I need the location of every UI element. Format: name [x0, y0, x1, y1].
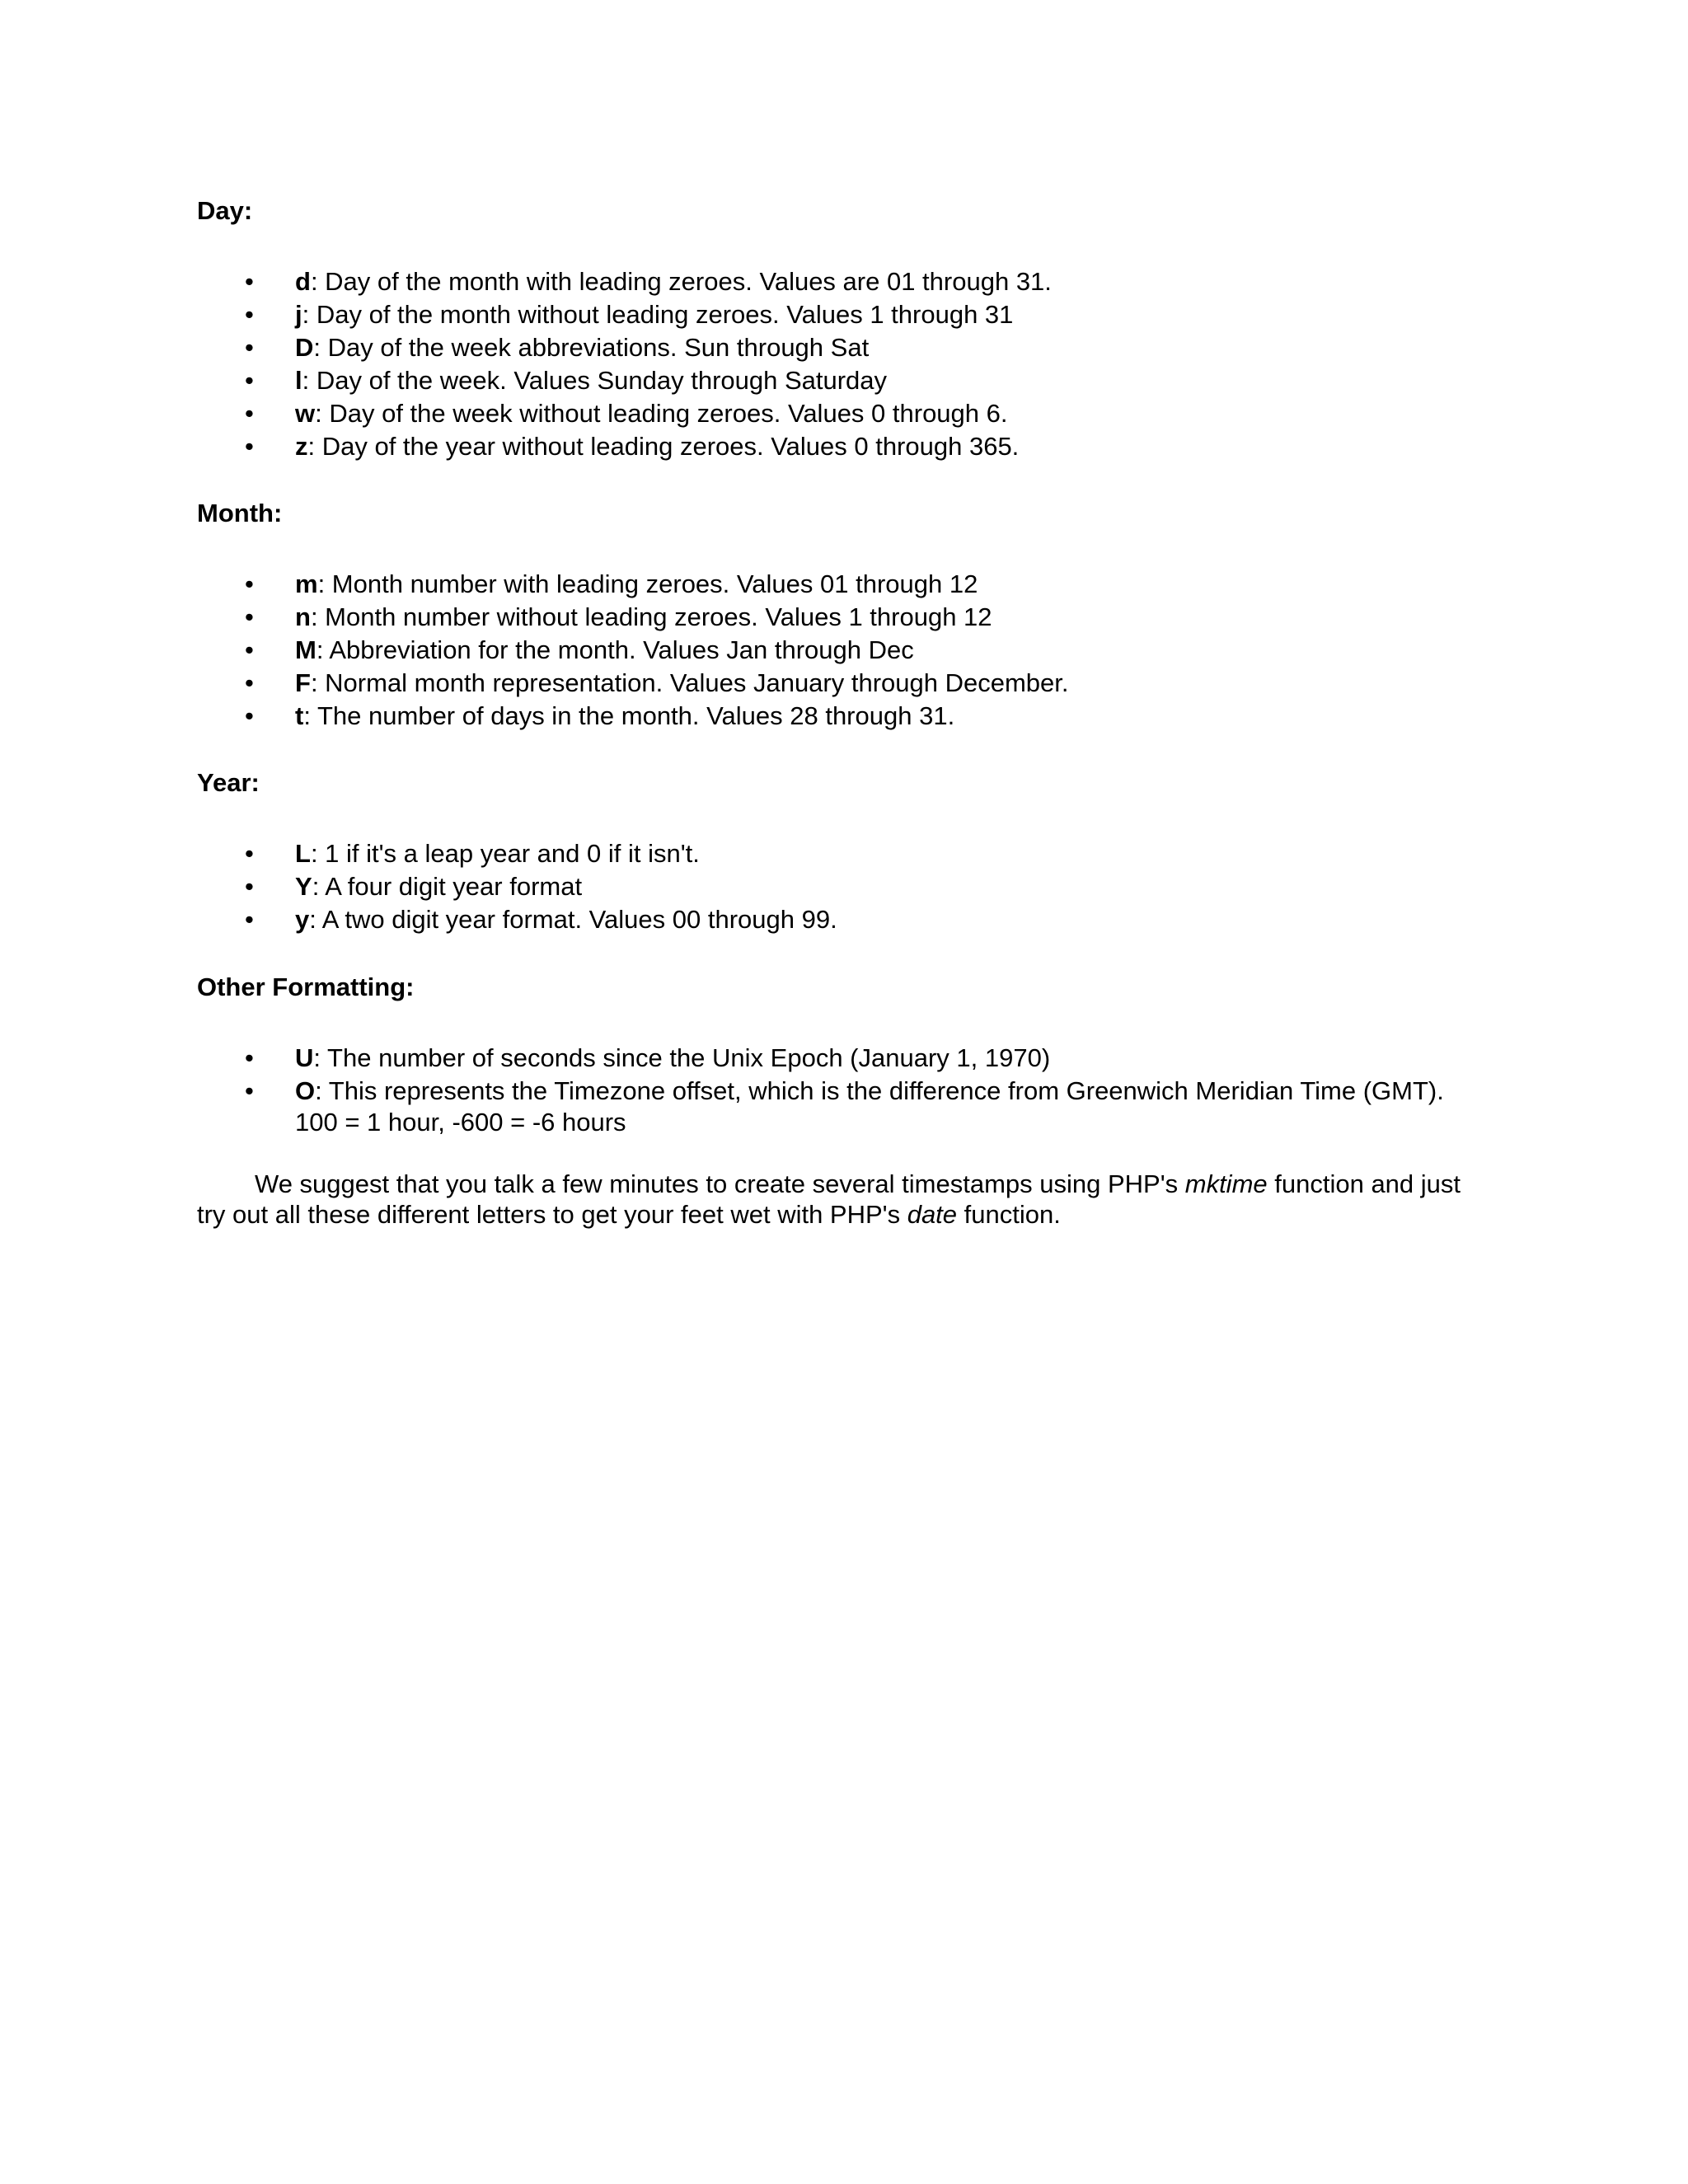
format-key: n: [295, 602, 311, 631]
list-item: [0, 870, 837, 903]
format-key: m: [295, 569, 318, 598]
list-item: [0, 700, 1069, 733]
list-item: [0, 634, 1069, 667]
bullet: •: [245, 569, 254, 598]
format-key: w: [295, 399, 316, 428]
bullet: •: [245, 399, 254, 428]
list-item: [0, 601, 1069, 634]
list-item: [0, 364, 1052, 397]
format-description: : Day of the week. Values Sunday through Saturday: [302, 366, 888, 395]
list-item: [0, 837, 837, 870]
format-key: d: [295, 267, 311, 296]
format-description: : Day of the month without leading zeroes. Values 1 through 31: [302, 300, 1014, 329]
closing-text-2: function and just try out all these different letters to get your feet wet with PHP's: [197, 1169, 1461, 1229]
other-list: [0, 1042, 1444, 1137]
bullet: •: [245, 839, 254, 868]
closing-text-1: We suggest that you talk a few minutes to create several timestamps using PHP's: [255, 1169, 1185, 1198]
format-key: j: [295, 300, 302, 329]
list-item: [0, 430, 1052, 463]
closing-text-3: function.: [957, 1200, 1061, 1229]
format-description: : Month number without leading zeroes. Values 1 through 12: [310, 602, 992, 631]
list-item: [0, 568, 1069, 601]
format-description: : The number of seconds since the Unix Epoch (January 1, 1970): [313, 1043, 1051, 1072]
day-list: [0, 265, 1052, 463]
bullet: •: [245, 1076, 254, 1105]
year-list: [0, 837, 837, 936]
format-description: : 1 if it's a leap year and 0 if it isn't.: [310, 839, 700, 868]
bullet: •: [245, 267, 254, 296]
list-item: [0, 667, 1069, 700]
format-key: t: [295, 701, 304, 730]
month-list: [0, 568, 1069, 733]
list-item: [0, 331, 1052, 364]
bullet: •: [245, 872, 254, 901]
bullet: •: [245, 1043, 254, 1072]
list-item: [0, 265, 1052, 298]
format-key: D: [295, 333, 314, 362]
bullet: •: [245, 432, 254, 461]
list-item: [0, 298, 1052, 331]
format-description: : A two digit year format. Values 00 through 99.: [309, 905, 837, 934]
format-key: y: [295, 905, 310, 934]
section-heading-month: Month:: [197, 499, 283, 527]
format-description: : Day of the month with leading zeroes. Values are 01 through 31.: [310, 267, 1052, 296]
format-description: : The number of days in the month. Values 28 through 31.: [303, 701, 955, 730]
bullet: •: [245, 668, 254, 697]
closing-emphasis-date: date: [907, 1200, 958, 1229]
bullet: •: [245, 905, 254, 934]
bullet: •: [245, 366, 254, 395]
bullet: •: [245, 300, 254, 329]
section-heading-year: Year:: [197, 768, 260, 797]
format-description: : Day of the year without leading zeroes. Values 0 through 365.: [307, 432, 1020, 461]
bullet: •: [245, 635, 254, 664]
closing-emphasis-mktime: mktime: [1184, 1169, 1268, 1198]
format-description: : Day of the week abbreviations. Sun through Sat: [313, 333, 870, 362]
format-description: : This represents the Timezone offset, which is the difference from Greenwich Meridian Time (GMT).: [315, 1076, 1444, 1105]
bullet: •: [245, 701, 254, 730]
format-description: : Abbreviation for the month. Values Jan through Dec: [316, 635, 914, 664]
format-description: : Normal month representation. Values January through December.: [310, 668, 1069, 697]
format-key: z: [295, 432, 308, 461]
list-item: [0, 1075, 1444, 1137]
format-key: O: [295, 1076, 316, 1105]
format-key: Y: [295, 872, 312, 901]
list-item: [0, 397, 1052, 430]
format-description: : Day of the week without leading zeroes. Values 0 through 6.: [315, 399, 1008, 428]
format-key: L: [295, 839, 311, 868]
format-key: F: [295, 668, 311, 697]
format-description-continuation: 100 = 1 hour, -600 = -6 hours: [295, 1108, 626, 1137]
list-item: [0, 1042, 1444, 1075]
section-heading-day: Day:: [197, 196, 253, 225]
format-description: : Month number with leading zeroes. Values 01 through 12: [317, 569, 978, 598]
list-item: [0, 903, 837, 936]
section-heading-other: Other Formatting:: [197, 972, 415, 1001]
format-description: : A four digit year format: [312, 872, 583, 901]
format-key: M: [295, 635, 316, 664]
bullet: •: [245, 602, 254, 631]
closing-paragraph: [197, 1169, 1483, 1230]
bullet: •: [245, 333, 254, 362]
format-key: l: [295, 366, 302, 395]
format-key: U: [295, 1043, 314, 1072]
